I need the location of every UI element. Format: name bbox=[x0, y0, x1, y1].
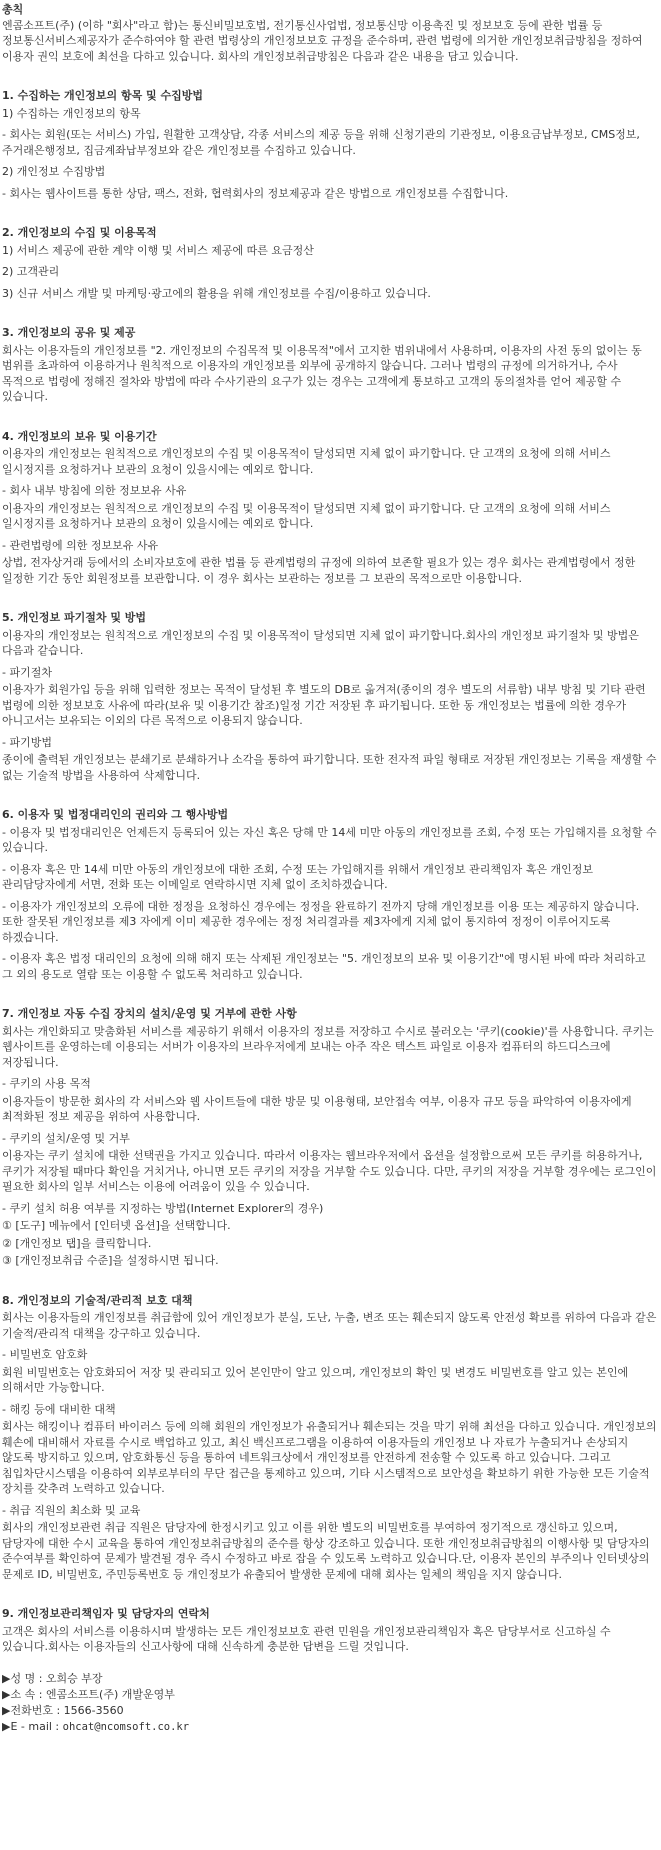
section-line: - 쿠키의 사용 목적 bbox=[2, 1077, 91, 1090]
section-line: 회사는 개인화되고 맞춤화된 서비스를 제공하기 위해서 이용자의 정보를 저장하고 수시로 불러오는 '쿠키(cookie)'를 사용합니다. 쿠키는 웹사이트를 운영하는데 이용되는 서버가 이용자의 브라우저에게 보내는 아주 작은 텍스트 파일로 이용자 컴퓨터의 하드디스크에 저장됩니다. bbox=[2, 1024, 654, 1069]
section-line: - 쿠키 설치 허용 여부를 지정하는 방법(Internet Explorer의 경우) bbox=[2, 1201, 324, 1215]
section-title: 3. 개인정보의 공유 및 제공 bbox=[2, 326, 136, 339]
section-4 bbox=[2, 429, 658, 587]
section-line: 종이에 출력된 개인정보는 분쇄기로 분쇄하거나 소각을 통하여 파기합니다. 또한 전자적 파일 형태로 저장된 개인정보는 기록을 재생할 수 없는 기술적 방법을 사용하여 삭제합니다. bbox=[2, 753, 657, 782]
section-line: 2) 고객관리 bbox=[2, 265, 60, 278]
document-title: 총칙 bbox=[2, 3, 24, 16]
section-line: - 회사 내부 방침에 의한 정보보유 사유 bbox=[2, 484, 187, 497]
section-6 bbox=[2, 807, 658, 982]
section-line: - 해킹 등에 대비한 대책 bbox=[2, 1402, 116, 1416]
section-line: ③ [개인정보취급 수준]을 설정하시면 됩니다. bbox=[2, 1254, 219, 1267]
section-line: - 쿠키의 설치/운영 및 거부 bbox=[2, 1131, 130, 1145]
section-title: 2. 개인정보의 수집 및 이용목적 bbox=[2, 226, 157, 239]
section-line: - 파기절차 bbox=[2, 665, 52, 679]
section-title: 7. 개인정보 자동 수집 장치의 설치/운영 및 거부에 관한 사항 bbox=[2, 1007, 297, 1020]
section-line: - 관련법령에 의한 정보보유 사유 bbox=[2, 538, 159, 552]
contact-email-label: ▶E - mail : bbox=[2, 1719, 63, 1733]
section-line: ① [도구] 메뉴에서 [인터넷 옵션]을 선택합니다. bbox=[2, 1219, 231, 1232]
section-5 bbox=[2, 610, 658, 783]
section-7 bbox=[2, 1006, 658, 1269]
section-line: 회사는 이용자들의 개인정보를 취급함에 있어 개인정보가 분실, 도난, 누출, 변조 또는 훼손되지 않도록 안전성 확보를 위하여 다음과 같은 기술적/관리적 대책을 강구하고 있습니다. bbox=[2, 1311, 657, 1340]
contact-email-row bbox=[2, 1719, 658, 1735]
section-2 bbox=[2, 225, 658, 301]
section-line: - 이용자 및 법정대리인은 언제든지 등록되어 있는 자신 혹은 당해 만 14세 미만 아동의 개인정보를 조회, 수정 또는 가입해지를 요청할 수 있습니다. bbox=[2, 825, 657, 854]
section-line: 회사의 개인정보관련 취급 직원은 담당자에 한정시키고 있고 이를 위한 별도의 비밀번호를 부여하여 정기적으로 갱신하고 있으며, 담당자에 대한 수시 교육을 통하여 개인정보취급방침의 준수를 항상 강조하고 있습니다. 또한 개인정보취급방침의 이행사항 및 담당자의 준수여부를 확인하여 문제가 발견될 경우 즉시 수정하고 바로 잡을 수 있도록 노력하고 있습니다.단, 이용자 본인의 부주의나 인터넷상의 문제로 ID, 비밀번호, 주민등록번호 등 개인정보가 유출되어 발생한 문제에 대해 회사는 일체의 책임을 지지 않습니다. bbox=[2, 1521, 650, 1581]
section-9 bbox=[2, 1606, 658, 1655]
section-line: 이용자가 회원가입 등을 위해 입력한 정보는 목적이 달성된 후 별도의 DB로 옮겨져(종이의 경우 별도의 서류함) 내부 방침 및 기타 관련 법령에 의한 정보보호 사유에 따라(보유 및 이용기간 참조)일정 기간 저장된 후 파기됩니다. 또한 동 개인정보는 법률에 의한 경우가 아니고서는 보유되는 이외의 다른 목적으로 이용되지 않습니다. bbox=[2, 683, 646, 727]
section-line: 고객은 회사의 서비스를 이용하시며 발생하는 모든 개인정보보호 관련 민원을 개인정보관리책임자 혹은 담당부서로 신고하실 수 있습니다.회사는 이용자들의 신고사항에 대해 신속하게 충분한 답변을 드릴 것입니다. bbox=[2, 1624, 611, 1653]
section-line: 이용자들이 방문한 회사의 각 서비스와 웹 사이트들에 대한 방문 및 이용형태, 보안접속 여부, 이용자 규모 등을 파악하여 이용자에게 최적화된 정보 제공을 위하여 사용합니다. bbox=[2, 1094, 632, 1123]
section-title: 9. 개인정보관리책임자 및 담당자의 연락처 bbox=[2, 1607, 210, 1620]
section-line: 1) 수집하는 개인정보의 항목 bbox=[2, 106, 141, 120]
contact-info bbox=[2, 1671, 658, 1735]
section-title: 8. 개인정보의 기술적/관리적 보호 대책 bbox=[2, 1293, 193, 1307]
section-title: 4. 개인정보의 보유 및 이용기간 bbox=[2, 429, 157, 443]
section-line: 2) 개인정보 수집방법 bbox=[2, 165, 106, 178]
policy-sections bbox=[2, 88, 658, 1655]
section-line: - 비밀번호 암호화 bbox=[2, 1348, 88, 1361]
section-line: 이용자의 개인정보는 원칙적으로 개인정보의 수집 및 이용목적이 달성되면 지체 없이 파기합니다. 단 고객의 요청에 의해 서비스 일시정지를 요청하거나 보관의 요청이 있을시에는 예외로 합니다. bbox=[2, 447, 611, 476]
section-line: - 이용자 혹은 만 14세 미만 아동의 개인정보에 대한 조회, 수정 또는 가입해지를 위해서 개인정보 관리책임자 혹은 개인정보 관리담당자에게 서면, 전화 또는 이메일로 연락하시면 지체 없이 조치하겠습니다. bbox=[2, 862, 593, 891]
section-line: 상법, 전자상거래 등에서의 소비자보호에 관한 법률 등 관계법령의 규정에 의하여 보존할 필요가 있는 경우 회사는 관계법령에서 정한 일정한 기간 동안 회원정보를 보관합니다. 이 경우 회사는 보관하는 정보를 그 보관의 목적으로만 이용합니다. bbox=[2, 556, 636, 585]
section-line: 1) 서비스 제공에 관한 계약 이행 및 서비스 제공에 따른 요금정산 bbox=[2, 243, 314, 257]
contact-name: ▶성 명 : 오희승 부장 bbox=[2, 1671, 103, 1685]
contact-email-link[interactable]: ohcat@ncomsoft.co.kr bbox=[62, 1720, 190, 1733]
section-line: 이용자의 개인정보는 원칙적으로 개인정보의 수집 및 이용목적이 달성되면 지체 없이 파기합니다.회사의 개인정보 파기절차 및 방법은 다음과 같습니다. bbox=[2, 628, 639, 657]
section-line: - 회사는 웹사이트를 통한 상담, 팩스, 전화, 협력회사의 정보제공과 같은 방법으로 개인정보를 수집합니다. bbox=[2, 186, 509, 200]
section-title: 5. 개인정보 파기절차 및 방법 bbox=[2, 611, 147, 624]
section-line: 이용자는 쿠키 설치에 대한 선택권을 가지고 있습니다. 따라서 이용자는 웹브라우저에서 옵션을 설정함으로써 모든 쿠키를 허용하거나, 쿠키가 저장될 때마다 확인을 거치거나, 아니면 모든 쿠키의 저장을 거부할 수도 있습니다. 다만, 쿠키의 저장을 거부할 경우에는 로그인이 필요한 회사의 일부 서비스는 이용에 어려움이 있을 수 있습니다. bbox=[2, 1149, 657, 1193]
section-3 bbox=[2, 325, 658, 405]
section-line: - 이용자 혹은 법정 대리인의 요청에 의해 해지 또는 삭제된 개인정보는 "5. 개인정보의 보유 및 이용기간"에 명시된 바에 따라 처리하고 그 외의 용도로 열람 또는 이용할 수 없도록 처리하고 있습니다. bbox=[2, 952, 646, 981]
section-line: - 회사는 회원(또는 서비스) 가입, 원활한 고객상담, 각종 서비스의 제공 등을 위해 신청기관의 기관정보, 이용요금납부정보, CMS정보, 주거래은행정보, 집금계좌납부정보와 같은 개인정보를 수집하고 있습니다. bbox=[2, 128, 640, 157]
section-line: 회사는 이용자들의 개인정보를 "2. 개인정보의 수집목적 및 이용목적"에서 고지한 범위내에서 사용하며, 이용자의 사전 동의 없이는 동 범위를 초과하여 이용하거나 원칙적으로 이용자의 개인정보를 외부에 공개하지 않습니다. 그러나 법령의 규정에 의거하거나, 수사 목적으로 법령에 정해진 절차와 방법에 따라 수사기관의 요구가 있는 경우는 고객에게 통보하고 고객의 동의절차를 얻어 제공할 수 있습니다. bbox=[2, 343, 642, 403]
section-line: - 이용자가 개인정보의 오류에 대한 정정을 요청하신 경우에는 정정을 완료하기 전까지 당해 개인정보를 이용 또는 제공하지 않습니다. 또한 잘못된 개인정보를 제3 자에게 이미 제공한 경우에는 정정 처리결과를 제3자에게 지체 없이 통지하여 정정이 이루어지도록 하겠습니다. bbox=[2, 899, 640, 944]
section-line: ② [개인정보 탭]을 클릭합니다. bbox=[2, 1236, 152, 1250]
section-line: 회사는 해킹이나 컴퓨터 바이러스 등에 의해 회원의 개인정보가 유출되거나 훼손되는 것을 막기 위해 최선을 다하고 있습니다. 개인정보의 훼손에 대비해서 자료를 수시로 백업하고 있고, 최신 백신프로그램을 이용하여 이용자들의 개인정보 나 자료가 누출되거나 손상되지 않도록 방지하고 있으며, 암호화통신 등을 통하여 네트워크상에서 개인정보를 안전하게 전송할 수 있도록 하고 있습니다. 그리고 침입차단시스템을 이용하여 외부로부터의 무단 접근을 통제하고 있으며, 기타 시스템적으로 보안성을 확보하기 위한 가능한 모든 기술적 장치를 갖추려 노력하고 있습니다. bbox=[2, 1420, 657, 1495]
section-line: 회원 비밀번호는 암호화되어 저장 및 관리되고 있어 본인만이 알고 있으며, 개인정보의 확인 및 변경도 비밀번호를 알고 있는 본인에 의해서만 가능합니다. bbox=[2, 1365, 629, 1394]
section-line: - 파기방법 bbox=[2, 735, 52, 749]
intro-paragraph: 엔콤소프트(주) (이하 "회사"라고 함)는 통신비밀보호법, 전기통신사업법, 정보통신망 이용촉진 및 정보보호 등에 관한 법률 등 정보통신서비스제공자가 준수하여야 할 관련 법령상의 개인정보보호 규정을 준수하며, 관련 법령에 의거한 개인정보취급방침을 정하여 이용자 권익 보호에 최선을 다하고 있습니다. 회사의 개인정보취급방침은 다음과 같은 내용을 담고 있습니다. bbox=[2, 18, 643, 63]
section-line: 이용자의 개인정보는 원칙적으로 개인정보의 수집 및 이용목적이 달성되면 지체 없이 파기합니다. 단 고객의 요청에 의해 서비스 일시정지를 요청하거나 보관의 요청이 있을시에는 예외로 합니다. bbox=[2, 501, 611, 530]
contact-phone: ▶전화번호 : 1566-3560 bbox=[2, 1703, 124, 1717]
section-1 bbox=[2, 88, 658, 201]
section-title: 6. 이용자 및 법정대리인의 권리와 그 행사방법 bbox=[2, 808, 229, 821]
section-line: 3) 신규 서비스 개발 및 마케팅·광고에의 활용을 위해 개인정보를 수집/이용하고 있습니다. bbox=[2, 286, 431, 300]
contact-department: ▶소 속 : 엔콤소프트(주) 개발운영부 bbox=[2, 1687, 175, 1701]
section-title: 1. 수집하는 개인정보의 항목 및 수집방법 bbox=[2, 89, 203, 102]
section-8 bbox=[2, 1293, 658, 1583]
section-line: - 취급 직원의 최소화 및 교육 bbox=[2, 1503, 141, 1517]
